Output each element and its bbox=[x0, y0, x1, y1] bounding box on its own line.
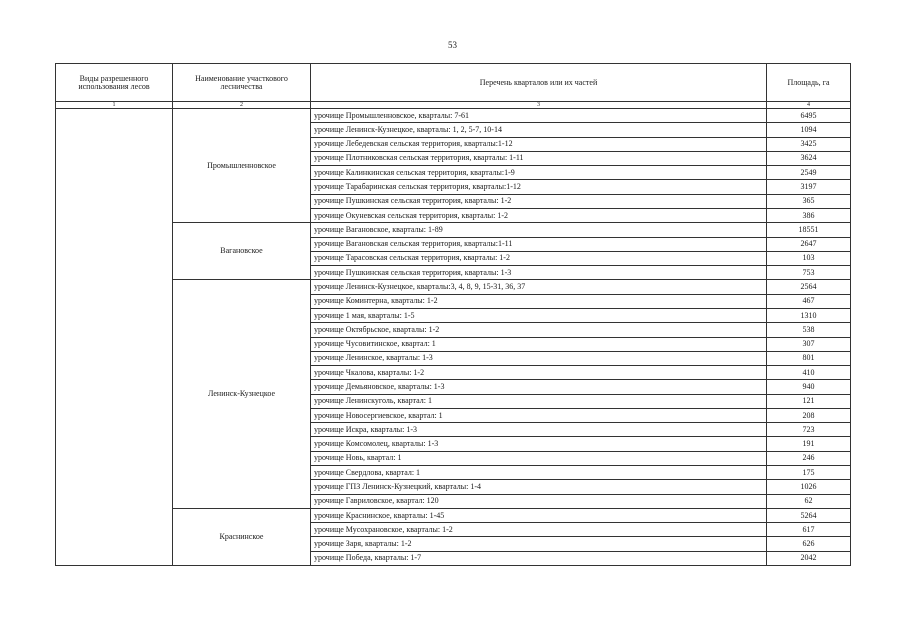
quarters-cell: урочище Искра, кварталы: 1-3 bbox=[311, 423, 767, 437]
column-number: 4 bbox=[767, 102, 851, 109]
quarters-cell: урочище Калинкинская сельская территория, кварталы:1-9 bbox=[311, 166, 767, 180]
table-row bbox=[56, 109, 851, 123]
area-cell: 753 bbox=[767, 266, 851, 280]
quarters-cell: урочище Гавриловское, квартал: 120 bbox=[311, 494, 767, 508]
area-cell: 940 bbox=[767, 380, 851, 394]
area-cell: 62 bbox=[767, 494, 851, 508]
quarters-cell: урочище Коминтерна, кварталы: 1-2 bbox=[311, 294, 767, 308]
quarters-cell: урочище Свердлова, квартал: 1 bbox=[311, 466, 767, 480]
header-forestry-name: Наименование участкового лесничества bbox=[173, 64, 311, 102]
area-cell: 410 bbox=[767, 366, 851, 380]
table-row bbox=[56, 223, 851, 237]
use-type-cell bbox=[56, 109, 173, 566]
quarters-cell: урочище Плотниковская сельская территория, кварталы: 1-11 bbox=[311, 151, 767, 165]
quarters-cell: урочище ГПЗ Ленинск-Кузнецкий, кварталы: 1-4 bbox=[311, 480, 767, 494]
quarters-cell: урочище Ленинск-Кузнецкое, кварталы: 1, 2, 5-7, 10-14 bbox=[311, 123, 767, 137]
area-cell: 175 bbox=[767, 466, 851, 480]
area-cell: 3197 bbox=[767, 180, 851, 194]
area-cell: 191 bbox=[767, 437, 851, 451]
header-quarters: Перечень кварталов или их частей bbox=[311, 64, 767, 102]
quarters-cell: урочище Тарабаринская сельская территория, кварталы:1-12 bbox=[311, 180, 767, 194]
quarters-cell: урочище Ленинск-Кузнецкое, кварталы:3, 4, 8, 9, 15-31, 36, 37 bbox=[311, 280, 767, 294]
area-cell: 3624 bbox=[767, 151, 851, 165]
quarters-cell: урочище 1 мая, кварталы: 1-5 bbox=[311, 308, 767, 322]
quarters-cell: урочище Новосергиевское, квартал: 1 bbox=[311, 408, 767, 422]
column-number: 2 bbox=[173, 102, 311, 109]
area-cell: 617 bbox=[767, 523, 851, 537]
area-cell: 801 bbox=[767, 351, 851, 365]
area-cell: 365 bbox=[767, 194, 851, 208]
area-cell: 2042 bbox=[767, 551, 851, 565]
header-area: Площадь, га bbox=[767, 64, 851, 102]
column-number: 1 bbox=[56, 102, 173, 109]
quarters-cell: урочище Чкалова, кварталы: 1-2 bbox=[311, 366, 767, 380]
table-body bbox=[56, 109, 851, 566]
area-cell: 18551 bbox=[767, 223, 851, 237]
forest-quarters-table bbox=[55, 63, 851, 566]
area-cell: 121 bbox=[767, 394, 851, 408]
area-cell: 1026 bbox=[767, 480, 851, 494]
column-number: 3 bbox=[311, 102, 767, 109]
area-cell: 103 bbox=[767, 251, 851, 265]
area-cell: 467 bbox=[767, 294, 851, 308]
table-row bbox=[56, 280, 851, 294]
quarters-cell: урочище Октябрьское, кварталы: 1-2 bbox=[311, 323, 767, 337]
quarters-cell: урочище Лебедевская сельская территория, кварталы:1-12 bbox=[311, 137, 767, 151]
quarters-cell: урочище Победа, кварталы: 1-7 bbox=[311, 551, 767, 565]
header-use-types: Виды разрешенного использования лесов bbox=[56, 64, 173, 102]
quarters-cell: урочище Тарасовская сельская территория, кварталы: 1-2 bbox=[311, 251, 767, 265]
quarters-cell: урочище Чусовитинское, квартал: 1 bbox=[311, 337, 767, 351]
area-cell: 5264 bbox=[767, 508, 851, 522]
area-cell: 538 bbox=[767, 323, 851, 337]
quarters-cell: урочище Комсомолец, кварталы: 1-3 bbox=[311, 437, 767, 451]
quarters-cell: урочище Пушкинская сельская территория, кварталы: 1-2 bbox=[311, 194, 767, 208]
area-cell: 3425 bbox=[767, 137, 851, 151]
area-cell: 626 bbox=[767, 537, 851, 551]
area-cell: 1094 bbox=[767, 123, 851, 137]
area-cell: 386 bbox=[767, 208, 851, 222]
area-cell: 723 bbox=[767, 423, 851, 437]
quarters-cell: урочище Краснинское, кварталы: 1-45 bbox=[311, 508, 767, 522]
forestry-name-cell: Вагановское bbox=[173, 223, 311, 280]
forestry-name-cell: Краснинское bbox=[173, 508, 311, 565]
quarters-cell: урочище Мусохрановское, кварталы: 1-2 bbox=[311, 523, 767, 537]
page-number: 53 bbox=[448, 40, 457, 50]
area-cell: 2549 bbox=[767, 166, 851, 180]
quarters-cell: урочище Ленинское, кварталы: 1-3 bbox=[311, 351, 767, 365]
quarters-cell: урочище Промышленновское, кварталы: 7-61 bbox=[311, 109, 767, 123]
quarters-cell: урочище Новь, квартал: 1 bbox=[311, 451, 767, 465]
table-row bbox=[56, 508, 851, 522]
quarters-cell: урочище Ленинскуголь, квартал: 1 bbox=[311, 394, 767, 408]
quarters-cell: урочище Окуневская сельская территория, кварталы: 1-2 bbox=[311, 208, 767, 222]
area-cell: 2564 bbox=[767, 280, 851, 294]
quarters-cell: урочище Пушкинская сельская территория, кварталы: 1-3 bbox=[311, 266, 767, 280]
quarters-cell: урочище Демьяновское, кварталы: 1-3 bbox=[311, 380, 767, 394]
quarters-cell: урочище Вагановское, кварталы: 1-89 bbox=[311, 223, 767, 237]
forestry-name-cell: Промышленновское bbox=[173, 109, 311, 223]
table-header bbox=[56, 64, 851, 109]
area-cell: 6495 bbox=[767, 109, 851, 123]
area-cell: 208 bbox=[767, 408, 851, 422]
quarters-cell: урочище Вагановская сельская территория, кварталы:1-11 bbox=[311, 237, 767, 251]
area-cell: 1310 bbox=[767, 308, 851, 322]
area-cell: 246 bbox=[767, 451, 851, 465]
quarters-cell: урочище Заря, кварталы: 1-2 bbox=[311, 537, 767, 551]
forestry-name-cell: Ленинск-Кузнецкое bbox=[173, 280, 311, 509]
area-cell: 307 bbox=[767, 337, 851, 351]
area-cell: 2647 bbox=[767, 237, 851, 251]
